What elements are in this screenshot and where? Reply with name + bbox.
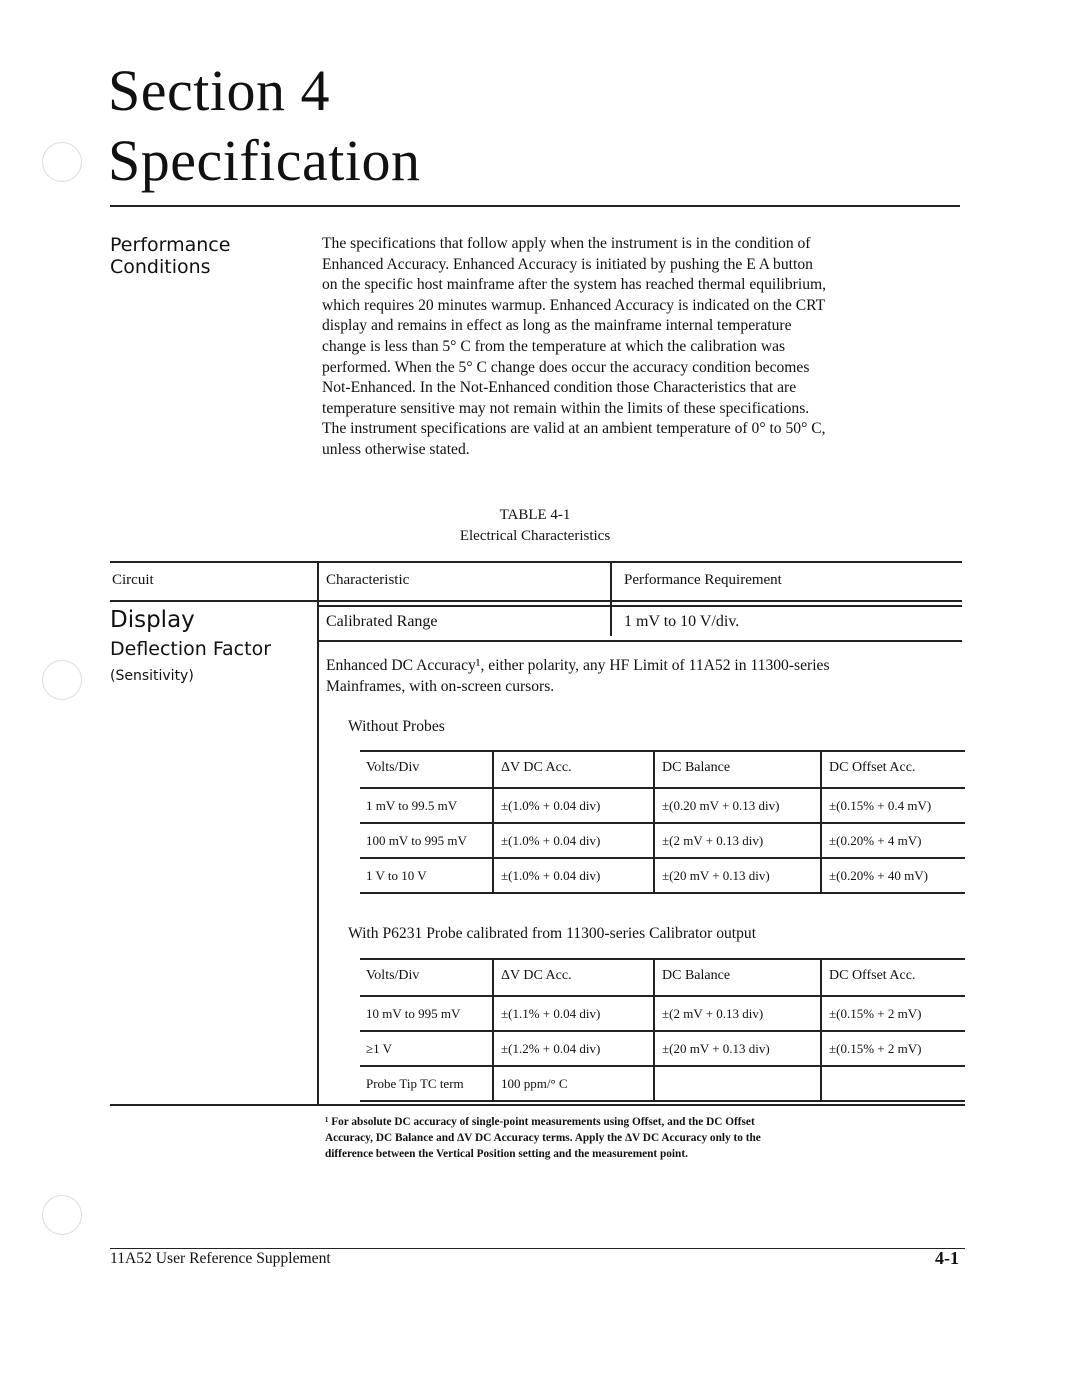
subtable-rule	[360, 995, 965, 997]
text-line: on the specific host mainframe after the system has reached thermal equilibrium,	[322, 276, 827, 294]
subtable-cell: ±(1.0% + 0.04 div)	[501, 833, 601, 848]
text-line: Enhanced Accuracy. Enhanced Accuracy is initiated by pushing the E A button	[322, 255, 813, 273]
subtable-header: ΔV DC Acc.	[501, 968, 572, 983]
conditions-paragraph	[322, 234, 962, 461]
subtable-cell: ±(0.15% + 2 mV)	[829, 1006, 922, 1021]
header-rule	[110, 600, 962, 602]
text-line: Not-Enhanced. In the Not-Enhanced condition those Characteristics that are	[322, 379, 797, 397]
text-line: The specifications that follow apply when the instrument is in the condition of	[322, 235, 811, 252]
text-line: temperature sensitive may not remain within the limits of these specifications.	[322, 399, 810, 417]
subtable-rule	[360, 892, 965, 894]
subtable-column-divider	[653, 750, 655, 892]
subtable-cell: ±(1.1% + 0.04 div)	[501, 1006, 601, 1021]
text-line: change is less than 5° C from the temperature at which the calibration was	[322, 337, 786, 355]
subtable-cell: ±(0.20% + 4 mV)	[829, 833, 922, 848]
subtable-cell: ±(1.2% + 0.04 div)	[501, 1041, 601, 1056]
header-characteristic: Characteristic	[326, 572, 410, 588]
subtable-cell: ±(0.20 mV + 0.13 div)	[662, 798, 780, 813]
footer-doc-title: 11A52 User Reference Supplement	[110, 1250, 331, 1267]
subtable-cell: ±(2 mV + 0.13 div)	[662, 1006, 764, 1021]
subtable-column-divider	[492, 958, 494, 1100]
text-line: difference between the Vertical Position setting and the measurement point.	[325, 1148, 688, 1160]
table-caption: Electrical Characteristics	[459, 528, 611, 544]
header-rule	[317, 605, 962, 607]
subtable-header: Volts/Div	[366, 968, 420, 983]
subtable-cell: 100 mV to 995 mV	[366, 833, 467, 848]
conditions-heading	[110, 234, 230, 278]
footnote	[325, 1114, 925, 1162]
subtable-title: With P6231 Probe calibrated from 11300-series Calibrator output	[348, 925, 757, 942]
subtable-header: DC Offset Acc.	[829, 968, 916, 983]
enhanced-accuracy-text	[326, 655, 830, 697]
text-line: performed. When the 5° C change does occur the accuracy condition becomes	[322, 358, 810, 376]
text-line: Mainframes, with on-screen cursors.	[326, 678, 555, 695]
subtable-rule	[360, 1030, 965, 1032]
punch-hole	[42, 142, 82, 182]
page-number: 4-1	[935, 1248, 959, 1268]
subtable-cell: ±(1.0% + 0.04 div)	[501, 798, 601, 813]
heading-line: Conditions	[110, 256, 211, 278]
subtable-cell: 10 mV to 995 mV	[366, 1006, 461, 1021]
page-title: Specification	[108, 128, 421, 193]
subtable-cell: 1 mV to 99.5 mV	[366, 798, 458, 813]
subtable-column-divider	[820, 750, 822, 892]
subtable-rule	[360, 958, 965, 960]
header-circuit: Circuit	[112, 572, 154, 588]
subtable-cell: ±(0.15% + 2 mV)	[829, 1041, 922, 1056]
column-divider	[317, 562, 319, 1105]
subtable-rule	[360, 750, 965, 752]
subtable-cell: ±(0.20% + 40 mV)	[829, 868, 928, 883]
circuit-name: Display	[110, 607, 195, 633]
circuit-note: (Sensitivity)	[110, 668, 194, 684]
header-requirement: Performance Requirement	[624, 572, 782, 588]
text-line: display and remains in effect as long as the mainframe internal temperature	[322, 317, 792, 335]
table-label: TABLE 4-1	[499, 507, 571, 523]
punch-hole	[42, 1195, 82, 1235]
subtable-header: DC Balance	[662, 968, 731, 983]
subtable-cell: ±(20 mV + 0.13 div)	[662, 1041, 770, 1056]
row-rule	[317, 640, 962, 642]
punch-hole	[42, 660, 82, 700]
subtable-header: ΔV DC Acc.	[501, 760, 572, 775]
subtable-cell: ±(20 mV + 0.13 div)	[662, 868, 770, 883]
subtable-column-divider	[820, 958, 822, 1100]
text-line: which requires 20 minutes warmup. Enhanced Accuracy is indicated on the CRT	[322, 296, 826, 314]
subtable-rule	[360, 822, 965, 824]
subtable-rule	[360, 1065, 965, 1067]
column-divider	[610, 562, 612, 636]
subtable-header: DC Offset Acc.	[829, 760, 916, 775]
subtable-cell: Probe Tip TC term	[366, 1076, 464, 1091]
text-line: ¹ For absolute DC accuracy of single-point measurements using Offset, and the DC Offset	[325, 1116, 755, 1128]
text-line: Enhanced DC Accuracy¹, either polarity, any HF Limit of 11A52 in 11300-series	[326, 657, 830, 674]
subtable-cell: ±(0.15% + 0.4 mV)	[829, 798, 932, 813]
table-top-rule	[110, 561, 962, 563]
heading-line: Performance	[110, 234, 231, 256]
subtable-rule	[360, 857, 965, 859]
table-bottom-rule	[110, 1104, 965, 1106]
text-line: unless otherwise stated.	[322, 440, 470, 458]
calibrated-range-label: Calibrated Range	[326, 613, 438, 630]
subtable-cell: 100 ppm/° C	[501, 1076, 568, 1091]
footer-rule	[110, 1248, 965, 1249]
divider	[110, 205, 960, 207]
subtable-column-divider	[653, 958, 655, 1100]
subtable-column-divider	[492, 750, 494, 892]
subtable-rule	[360, 787, 965, 789]
text-line: The instrument specifications are valid at an ambient temperature of 0° to 50° C,	[322, 420, 826, 438]
subtable-header: Volts/Div	[366, 760, 420, 775]
calibrated-range-value: 1 mV to 10 V/div.	[624, 613, 740, 630]
subtable-cell: ≥1 V	[366, 1041, 393, 1056]
subtable-rule	[360, 1100, 965, 1102]
subtable-header: DC Balance	[662, 760, 731, 775]
subtable-cell: ±(1.0% + 0.04 div)	[501, 868, 601, 883]
subtable-title: Without Probes	[348, 718, 445, 735]
subtable-cell: 1 V to 10 V	[366, 868, 427, 883]
section-number: Section 4	[108, 58, 330, 123]
text-line: Accuracy, DC Balance and ΔV DC Accuracy terms. Apply the ΔV DC Accuracy only to the	[325, 1132, 761, 1144]
subtable-cell: ±(2 mV + 0.13 div)	[662, 833, 764, 848]
circuit-sub: Deflection Factor	[110, 638, 272, 660]
